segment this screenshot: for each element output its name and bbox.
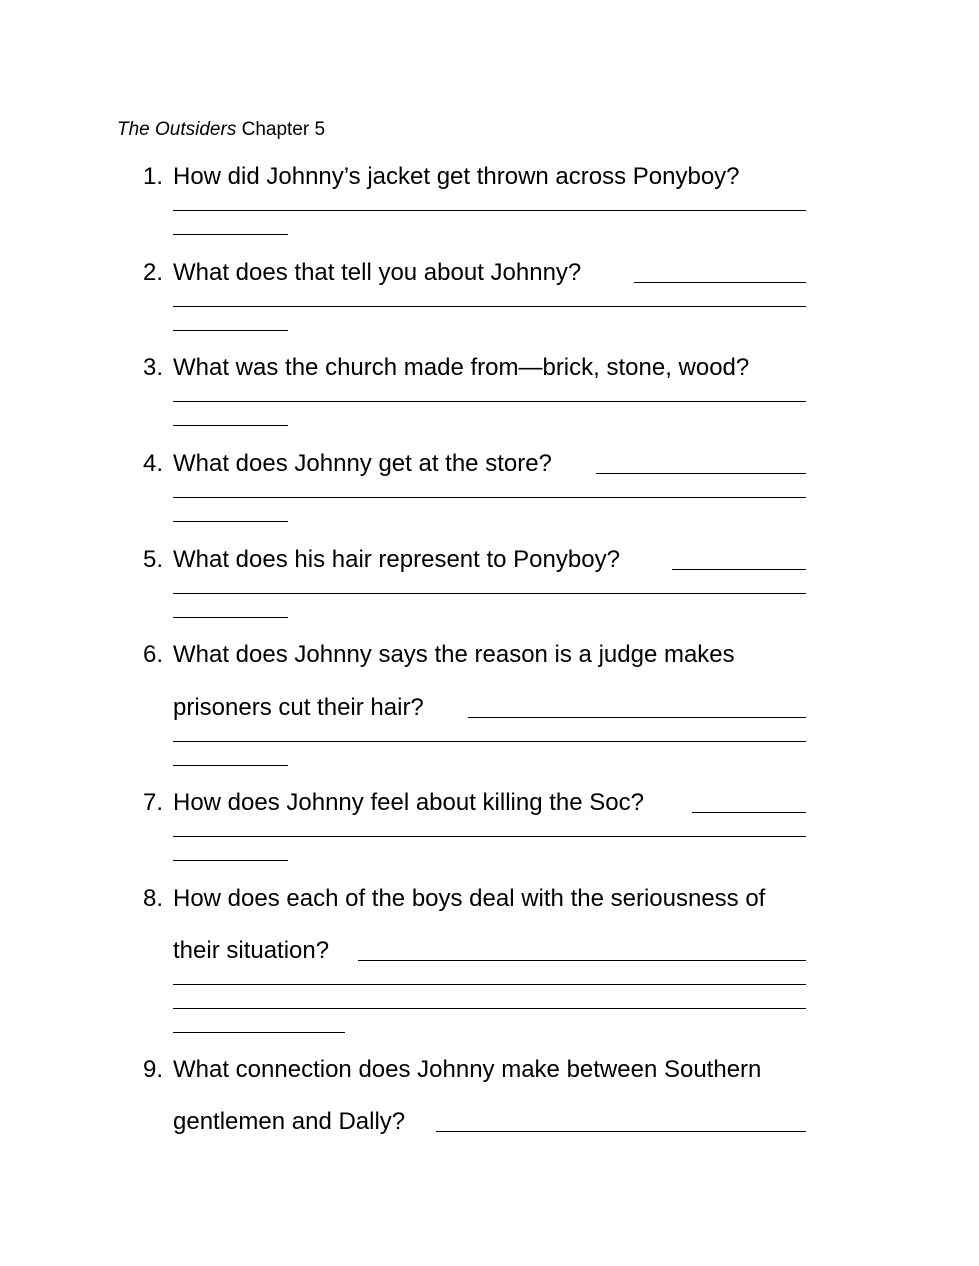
answer-line[interactable]	[173, 860, 288, 861]
question-text: What does Johnny says the reason is a judge makes	[173, 641, 735, 668]
answer-blank[interactable]	[692, 812, 806, 813]
answer-blank[interactable]	[358, 960, 806, 961]
question-number: 7.	[143, 789, 164, 816]
question-text-continued: gentlemen and Dally?	[173, 1108, 406, 1135]
question-text: How does each of the boys deal with the seriousness of	[173, 885, 766, 912]
answer-blank[interactable]	[672, 569, 806, 570]
answer-line[interactable]	[173, 765, 288, 766]
question-text: How did Johnny’s jacket get thrown across Ponyboy?	[173, 163, 740, 190]
question-number: 5.	[143, 546, 164, 573]
answer-line[interactable]	[173, 306, 806, 307]
question-number: 8.	[143, 885, 164, 912]
answer-line[interactable]	[173, 234, 288, 235]
answer-line[interactable]	[173, 617, 288, 618]
book-title: The Outsiders	[117, 119, 237, 140]
answer-line[interactable]	[173, 210, 806, 211]
answer-line[interactable]	[173, 836, 806, 837]
answer-line[interactable]	[173, 741, 806, 742]
question-text: What was the church made from—brick, stone, wood?	[173, 354, 750, 381]
answer-blank[interactable]	[634, 282, 806, 283]
answer-line[interactable]	[173, 1008, 806, 1009]
answer-blank[interactable]	[436, 1131, 806, 1132]
answer-line[interactable]	[173, 330, 288, 331]
chapter-label: Chapter 5	[241, 119, 326, 140]
question-text: What does that tell you about Johnny?	[173, 259, 582, 286]
answer-blank[interactable]	[596, 473, 806, 474]
question-text: What connection does Johnny make between Southern	[173, 1056, 762, 1083]
question-text: How does Johnny feel about killing the Soc?	[173, 789, 644, 816]
question-text: What does his hair represent to Ponyboy?	[173, 546, 620, 573]
question-number: 9.	[143, 1056, 164, 1083]
question-text: What does Johnny get at the store?	[173, 450, 552, 477]
answer-line[interactable]	[173, 593, 806, 594]
question-number: 6.	[143, 641, 164, 668]
question-text-continued: their situation?	[173, 937, 330, 964]
question-text-continued: prisoners cut their hair?	[173, 694, 424, 721]
answer-line[interactable]	[173, 1032, 345, 1033]
answer-blank[interactable]	[468, 717, 806, 718]
answer-line[interactable]	[173, 521, 288, 522]
answer-line[interactable]	[173, 401, 806, 402]
answer-line[interactable]	[173, 984, 806, 985]
question-number: 2.	[143, 259, 164, 286]
question-number: 3.	[143, 354, 164, 381]
question-number: 4.	[143, 450, 164, 477]
answer-line[interactable]	[173, 497, 806, 498]
question-number: 1.	[143, 163, 164, 190]
answer-line[interactable]	[173, 425, 288, 426]
